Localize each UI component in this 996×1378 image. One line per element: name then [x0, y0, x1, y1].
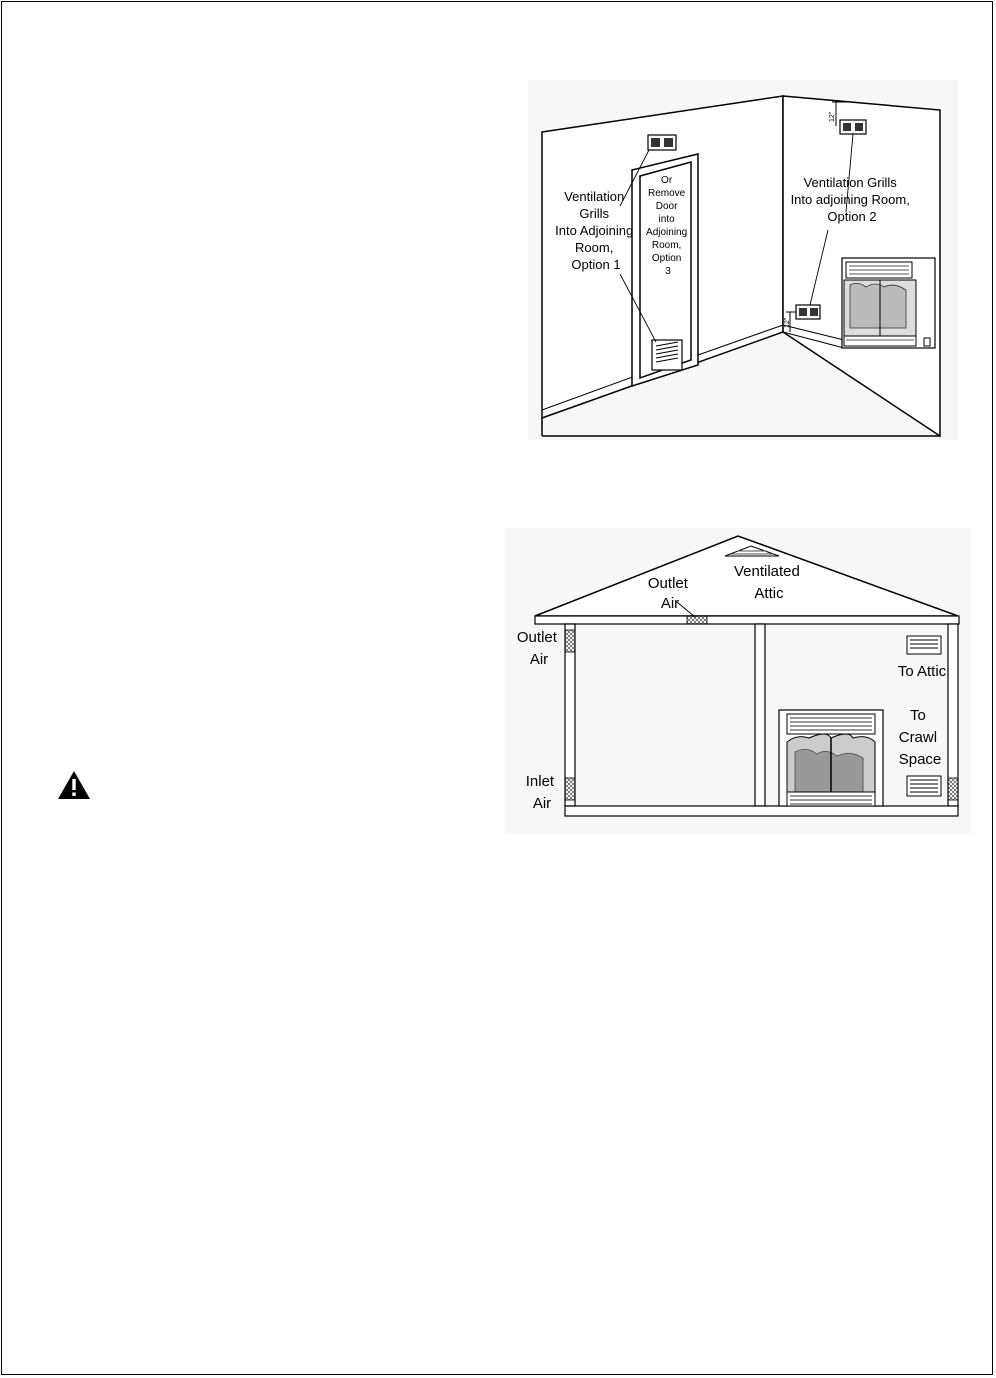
figure-room-ventilation: [528, 80, 958, 440]
label-to-attic: To Attic: [897, 663, 947, 680]
label-inlet-air: Inlet Air: [525, 773, 555, 812]
vent-grill-top-left: [648, 135, 676, 150]
label-remove-door-option3: Or Remove Door into Adjoining Room, Option 3: [646, 175, 688, 277]
label-grills-option1: Ventilation Grills Into Adjoining Room, Option 1: [555, 189, 634, 272]
label-ventilated-attic: Ventilated Attic: [733, 563, 800, 602]
fireplace-illustration: [842, 258, 935, 348]
warning-triangle-icon: [57, 770, 91, 800]
label-grills-option2: Ventilation Grills Into adjoining Room, Option 2: [790, 175, 910, 224]
dimension-bottom: 12": [784, 317, 791, 328]
fireplace-illustration: [779, 710, 883, 806]
dimension-top: 12": [829, 111, 836, 122]
label-to-crawl-space: To Crawl Space: [898, 707, 942, 768]
label-outlet-air-attic: Outlet Air: [647, 575, 688, 612]
figure-house-ventilation: [505, 528, 971, 834]
label-outlet-air-wall: Outlet Air: [516, 629, 557, 668]
